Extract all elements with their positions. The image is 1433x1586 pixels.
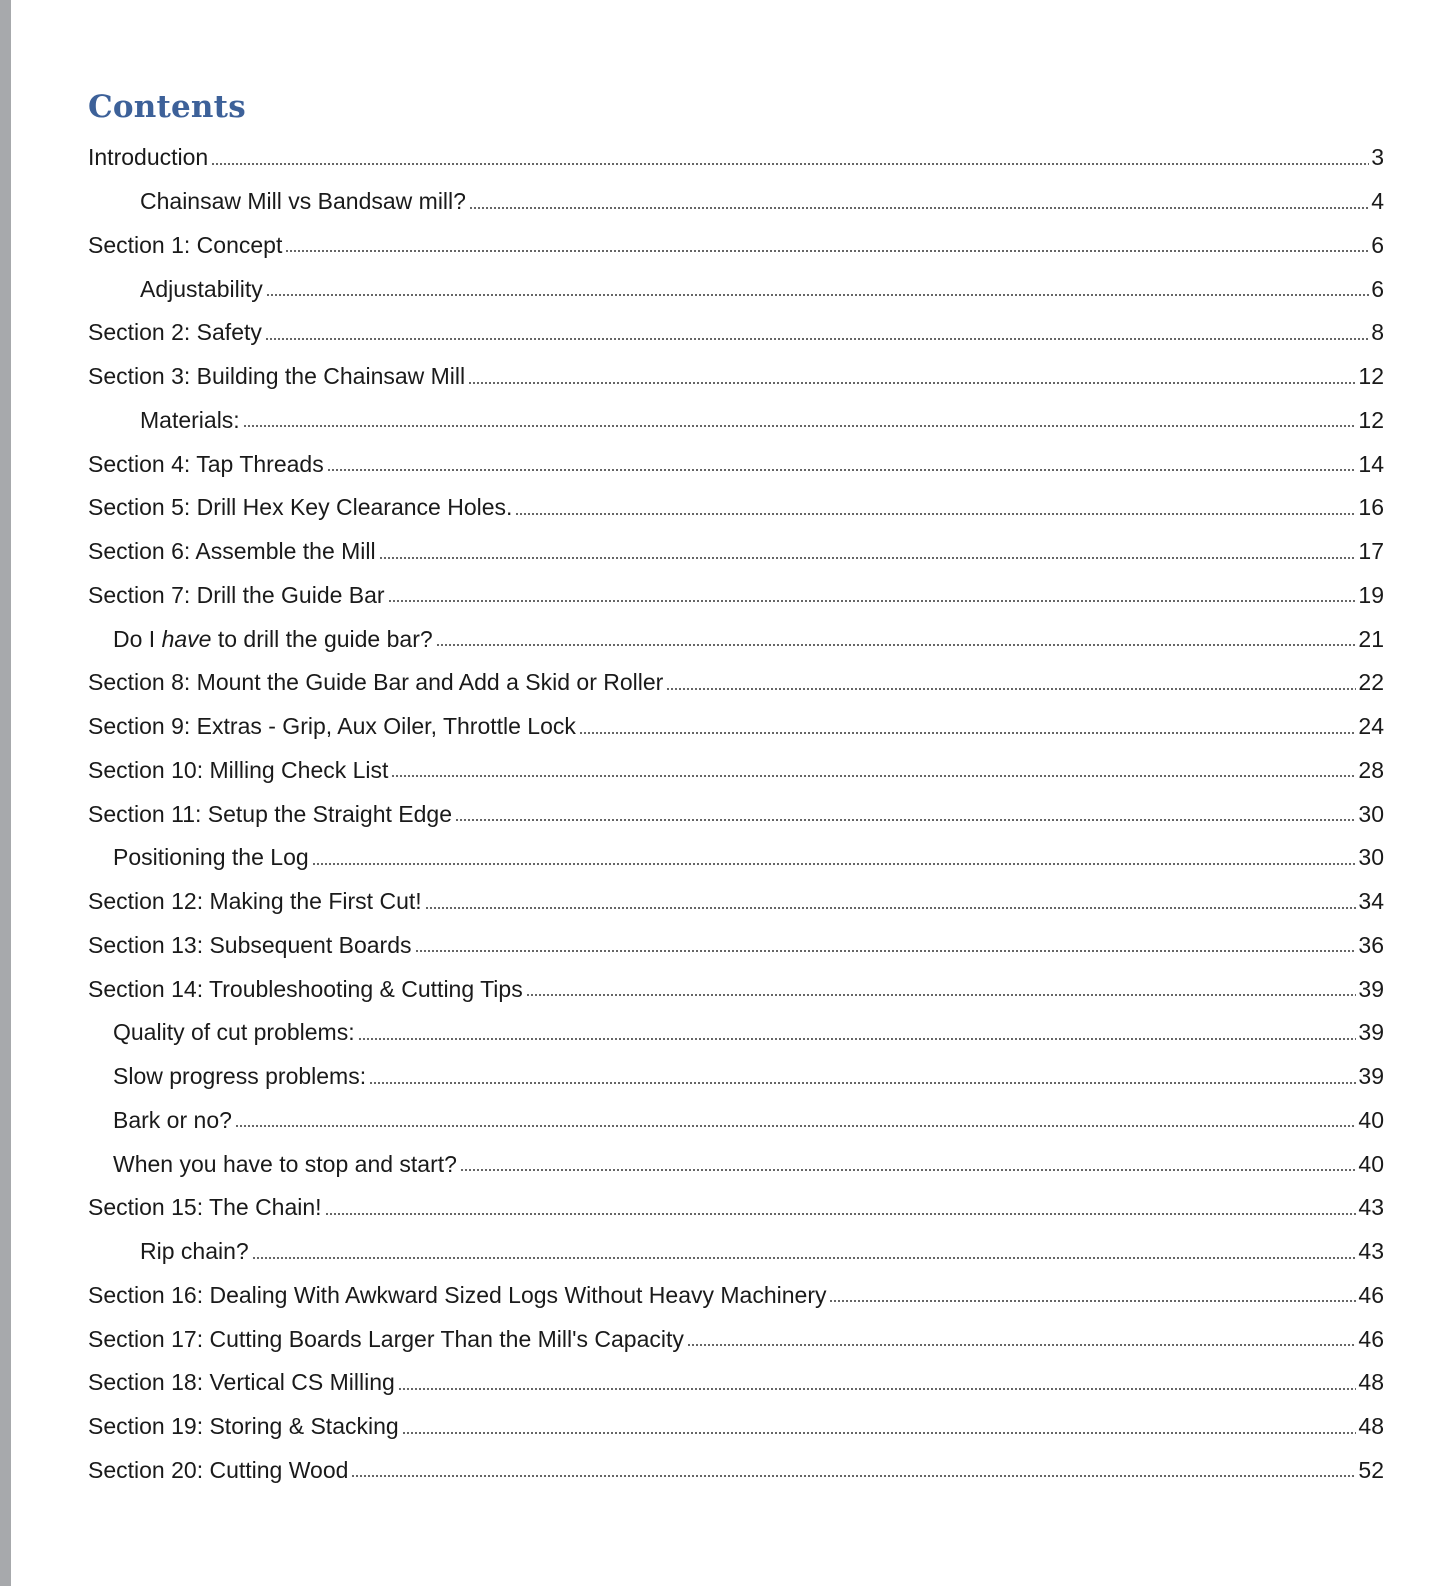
toc-entry[interactable] xyxy=(88,617,1384,661)
toc-entry[interactable] xyxy=(88,136,1384,180)
toc-entry[interactable] xyxy=(88,1317,1384,1361)
toc-page-number: 40 xyxy=(1358,1106,1384,1133)
toc-page-number: 12 xyxy=(1358,406,1384,433)
toc-dot-leader xyxy=(460,1169,1356,1171)
toc-entry[interactable] xyxy=(88,967,1384,1011)
toc-entry-title: Bark or no? xyxy=(113,1106,232,1133)
toc-entry[interactable] xyxy=(88,486,1384,530)
toc-page-number: 24 xyxy=(1358,713,1384,740)
toc-dot-leader xyxy=(415,950,1357,952)
toc-entry-title: Section 19: Storing & Stacking xyxy=(88,1413,399,1440)
toc-dot-leader xyxy=(266,294,1369,296)
toc-entry-title: Section 13: Subsequent Boards xyxy=(88,931,412,958)
toc-entry-title: Section 8: Mount the Guide Bar and Add a Skid or Roller xyxy=(88,669,664,696)
toc-dot-leader xyxy=(391,775,1356,777)
viewer-left-edge xyxy=(0,0,11,1586)
toc-dot-leader xyxy=(666,688,1356,690)
toc-page-number: 39 xyxy=(1358,975,1384,1002)
toc-entry-title: Adjustability xyxy=(140,275,263,302)
toc-entry-title: Section 18: Vertical CS Milling xyxy=(88,1369,395,1396)
toc-entry[interactable] xyxy=(88,836,1384,880)
toc-entry-title: Section 3: Building the Chainsaw Mill xyxy=(88,363,466,390)
toc-entry-title: Section 1: Concept xyxy=(88,231,283,258)
toc-entry-title: Section 9: Extras - Grip, Aux Oiler, Throttle Lock xyxy=(88,713,576,740)
toc-entry-title: Section 16: Dealing With Awkward Sized Logs Without Heavy Machinery xyxy=(88,1281,827,1308)
toc-page-number: 3 xyxy=(1371,144,1384,171)
toc-page-number: 30 xyxy=(1358,844,1384,871)
toc-dot-leader xyxy=(327,469,1357,471)
toc-entry[interactable] xyxy=(88,1449,1384,1493)
toc-entry[interactable] xyxy=(88,1142,1384,1186)
toc-page-number: 8 xyxy=(1371,319,1384,346)
toc-dot-leader xyxy=(425,907,1357,909)
toc-page-number: 34 xyxy=(1358,888,1384,915)
toc-dot-leader xyxy=(211,163,1369,165)
toc-page-number: 46 xyxy=(1358,1281,1384,1308)
toc-dot-leader xyxy=(398,1388,1357,1390)
toc-page-number: 43 xyxy=(1358,1194,1384,1221)
toc-page-number: 36 xyxy=(1358,931,1384,958)
toc-page-number: 48 xyxy=(1358,1413,1384,1440)
toc-entry[interactable] xyxy=(88,1274,1384,1318)
toc-entry-title: Section 5: Drill Hex Key Clearance Holes. xyxy=(88,494,513,521)
page-title: Contents xyxy=(88,89,246,125)
toc-entry-title: Positioning the Log xyxy=(113,844,309,871)
toc-dot-leader xyxy=(235,1125,1357,1127)
toc-entry-title: Section 20: Cutting Wood xyxy=(88,1456,349,1483)
toc-entry[interactable] xyxy=(88,442,1384,486)
toc-page-number: 48 xyxy=(1358,1369,1384,1396)
toc-entry[interactable] xyxy=(88,749,1384,793)
toc-dot-leader xyxy=(515,513,1356,515)
toc-entry-title-emphasis: have xyxy=(161,625,212,652)
toc-page-number: 17 xyxy=(1358,538,1384,565)
toc-entry[interactable] xyxy=(88,924,1384,968)
toc-dot-leader xyxy=(436,644,1357,646)
toc-entry-title: Section 7: Drill the Guide Bar xyxy=(88,581,385,608)
toc-entry-title: Chainsaw Mill vs Bandsaw mill? xyxy=(140,188,466,215)
toc-page-number: 6 xyxy=(1371,275,1384,302)
toc-entry-title: Introduction xyxy=(88,144,209,171)
toc-entry[interactable] xyxy=(88,399,1384,443)
toc-page-number: 4 xyxy=(1371,188,1384,215)
toc-dot-leader xyxy=(369,1082,1356,1084)
toc-entry-title xyxy=(113,626,436,653)
toc-dot-leader xyxy=(351,1475,1356,1477)
toc-entry-title-part: to drill the guide bar? xyxy=(211,625,433,652)
toc-entry-title: Section 10: Milling Check List xyxy=(88,756,389,783)
toc-page-number: 52 xyxy=(1358,1456,1384,1483)
toc-page-number: 21 xyxy=(1358,625,1384,652)
toc-dot-leader xyxy=(468,382,1356,384)
toc-entry-title: Section 4: Tap Threads xyxy=(88,450,324,477)
toc-page-number: 46 xyxy=(1358,1325,1384,1352)
toc-dot-leader xyxy=(243,425,1357,427)
toc-entry[interactable] xyxy=(88,530,1384,574)
toc-entry[interactable] xyxy=(88,1405,1384,1449)
toc-entry-title: Section 12: Making the First Cut! xyxy=(88,888,422,915)
toc-page-number: 22 xyxy=(1358,669,1384,696)
toc-dot-leader xyxy=(325,1213,1357,1215)
toc-entry[interactable] xyxy=(88,1361,1384,1405)
toc-entry-title: Section 14: Troubleshooting & Cutting Tips xyxy=(88,975,523,1002)
toc-dot-leader xyxy=(469,207,1369,209)
toc-entry-title: Slow progress problems: xyxy=(113,1063,367,1090)
toc-entry[interactable] xyxy=(88,311,1384,355)
toc-entry[interactable] xyxy=(88,705,1384,749)
toc-dot-leader xyxy=(312,863,1357,865)
toc-dot-leader xyxy=(455,819,1356,821)
toc-page-number: 16 xyxy=(1358,494,1384,521)
toc-entry-title: Quality of cut problems: xyxy=(113,1019,355,1046)
toc-entry-title: Section 2: Safety xyxy=(88,319,262,346)
toc-page-number: 28 xyxy=(1358,756,1384,783)
toc-entry-title: Section 17: Cutting Boards Larger Than the Mill's Capacity xyxy=(88,1325,684,1352)
toc-dot-leader xyxy=(526,994,1357,996)
toc-entry-title: Rip chain? xyxy=(140,1238,249,1265)
toc-page-number: 30 xyxy=(1358,800,1384,827)
toc-dot-leader xyxy=(829,1300,1356,1302)
toc-entry[interactable] xyxy=(88,1055,1384,1099)
toc-entry[interactable] xyxy=(88,792,1384,836)
toc-entry[interactable] xyxy=(88,1230,1384,1274)
toc-dot-leader xyxy=(388,600,1357,602)
toc-dot-leader xyxy=(358,1038,1357,1040)
toc-dot-leader xyxy=(402,1432,1357,1434)
toc-page-number: 39 xyxy=(1358,1063,1384,1090)
toc-dot-leader xyxy=(252,1257,1357,1259)
toc-entry-title: When you have to stop and start? xyxy=(113,1150,457,1177)
toc-entry-title: Materials: xyxy=(140,406,240,433)
toc-entry[interactable] xyxy=(88,661,1384,705)
toc-entry-title: Section 15: The Chain! xyxy=(88,1194,322,1221)
toc-entry[interactable] xyxy=(88,574,1384,618)
toc-entry[interactable] xyxy=(88,355,1384,399)
toc-entry-title: Section 6: Assemble the Mill xyxy=(88,538,376,565)
toc-dot-leader xyxy=(285,250,1369,252)
toc-entry[interactable] xyxy=(88,267,1384,311)
toc-dot-leader xyxy=(379,557,1357,559)
toc-dot-leader xyxy=(265,338,1369,340)
toc-entry[interactable] xyxy=(88,1011,1384,1055)
toc-entry-title-part: Do I xyxy=(113,625,162,652)
toc-page-number: 6 xyxy=(1371,231,1384,258)
toc-entry[interactable] xyxy=(88,1099,1384,1143)
table-of-contents xyxy=(88,136,1384,1492)
toc-entry-title: Section 11: Setup the Straight Edge xyxy=(88,800,452,827)
toc-page-number: 39 xyxy=(1358,1019,1384,1046)
toc-page-number: 19 xyxy=(1358,581,1384,608)
toc-entry[interactable] xyxy=(88,880,1384,924)
toc-page-number: 40 xyxy=(1358,1150,1384,1177)
document-page xyxy=(11,0,1433,1586)
toc-dot-leader xyxy=(687,1344,1357,1346)
toc-entry[interactable] xyxy=(88,180,1384,224)
toc-page-number: 43 xyxy=(1358,1238,1384,1265)
toc-dot-leader xyxy=(579,732,1357,734)
toc-page-number: 12 xyxy=(1358,363,1384,390)
toc-entry[interactable] xyxy=(88,1186,1384,1230)
toc-entry[interactable] xyxy=(88,224,1384,268)
toc-page-number: 14 xyxy=(1358,450,1384,477)
